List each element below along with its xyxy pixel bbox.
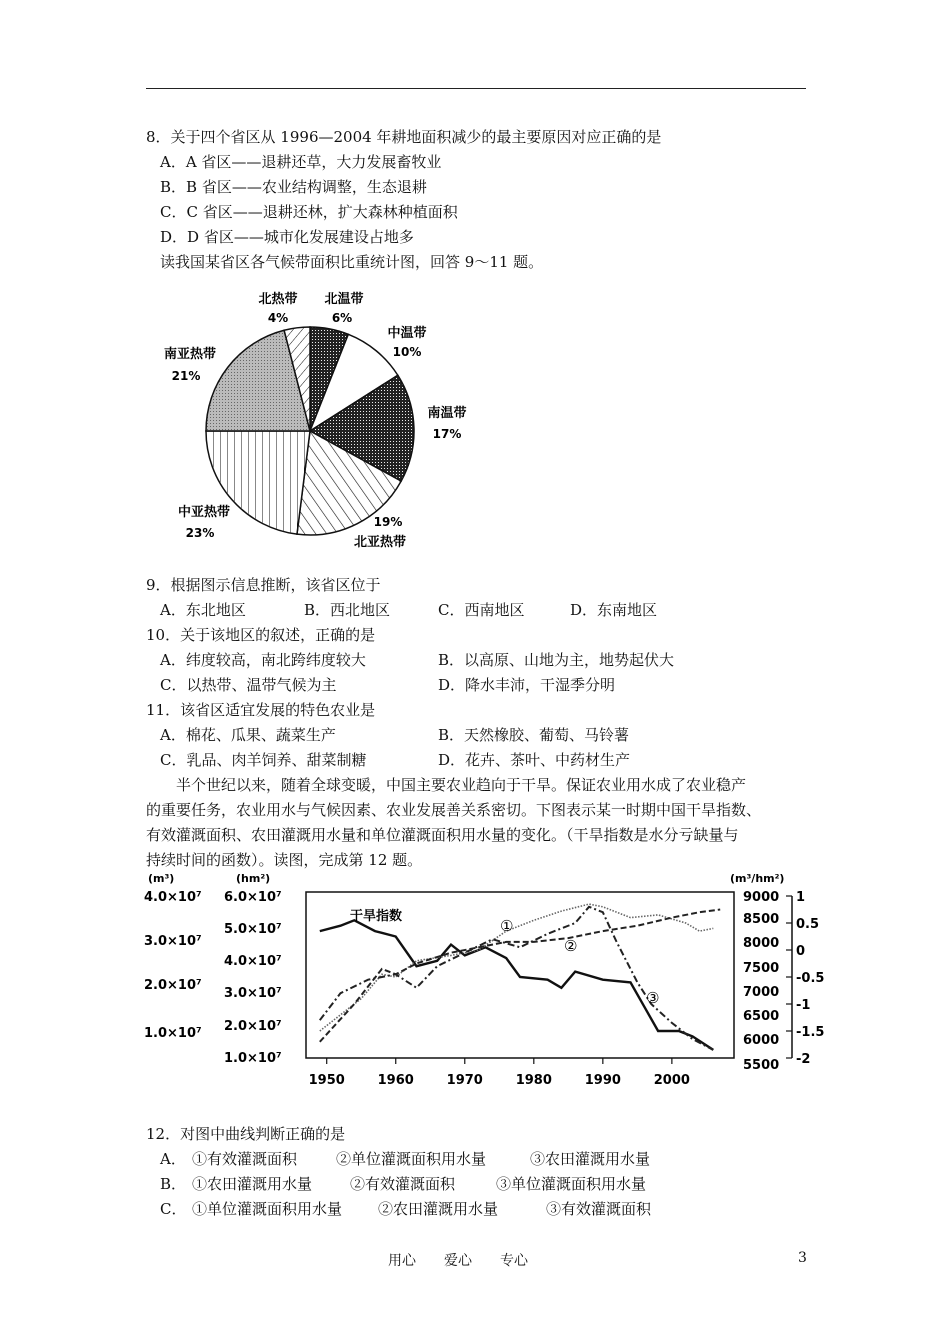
tick-right1-7: 5500	[743, 1058, 780, 1073]
q9-option-b: B．西北地区	[304, 601, 391, 619]
q10-option-d: D．降水丰沛，干湿季分明	[438, 676, 616, 694]
pct-zhong-yaredai: 23%	[185, 526, 215, 540]
label-bei-yaredai: 北亚热带	[353, 535, 407, 550]
x-tick-label: 2000	[653, 1073, 690, 1088]
q9-option-d: D．东南地区	[570, 601, 658, 619]
annotation-2: ②	[564, 937, 578, 955]
pct-nan-yaredai: 21%	[171, 369, 201, 383]
tick-left2-2: 4.0×10⁷	[224, 954, 282, 969]
drought-irrigation-line-chart	[140, 870, 830, 1095]
q8-option-a: A．A 省区——退耕还草，大力发展畜牧业	[160, 153, 442, 171]
q12-option-a-letter: A．	[160, 1150, 186, 1168]
q8-option-b: B．B 省区——农业结构调整，生态退耕	[160, 178, 427, 196]
tick-right1-0: 9000	[743, 890, 780, 905]
q11-option-a: A．棉花、瓜果、蔬菜生产	[160, 726, 336, 744]
q12-option-c-letter: C．	[160, 1200, 187, 1218]
tick-left1-0: 4.0×10⁷	[144, 890, 202, 905]
q10-option-c: C．以热带、温带气候为主	[160, 676, 337, 694]
q9-option-c: C．西南地区	[438, 601, 525, 619]
tick-right1-4: 7000	[743, 985, 780, 1000]
right2-tick-label: -0.5	[796, 971, 825, 986]
unit-right1: (m³/hm²)	[730, 872, 785, 885]
unit-left1: (m³)	[148, 872, 175, 885]
tick-left2-1: 5.0×10⁷	[224, 922, 282, 937]
q12-option-c-1: ①单位灌溉面积用水量	[192, 1200, 343, 1218]
tick-left2-4: 2.0×10⁷	[224, 1019, 282, 1034]
tick-right1-5: 6500	[743, 1009, 780, 1024]
page-number: 3	[798, 1250, 807, 1266]
q8-option-d: D．D 省区——城市化发展建设占地多	[160, 228, 414, 246]
pct-zhong-wendai: 10%	[392, 345, 422, 359]
line-intro-1: 半个世纪以来，随着全球变暖，中国主要农业趋向于干旱。保证农业用水成了农业稳产	[176, 776, 747, 794]
tick-left2-5: 1.0×10⁷	[224, 1051, 282, 1066]
q11-option-d: D．花卉、茶叶、中药材生产	[438, 751, 631, 769]
right2-tick-label: -2	[796, 1052, 811, 1067]
right2-tick-label: 1	[796, 890, 806, 905]
series-line-curve-3	[320, 907, 714, 1050]
tick-right1-1: 8500	[743, 912, 780, 927]
q8-option-c: C．C 省区——退耕还林，扩大森林种植面积	[160, 203, 458, 221]
annotation-3: ③	[646, 989, 660, 1007]
footer-motto: 用心 爱心 专心	[388, 1253, 528, 1269]
line-intro-3: 有效灌溉面积、农田灌溉用水量和单位灌溉面积用水量的变化。（干旱指数是水分亏缺量与	[146, 826, 739, 844]
q12-option-b-1: ①农田灌溉用水量	[192, 1175, 313, 1193]
climate-zone-pie-chart	[150, 282, 490, 557]
q11-option-b: B．天然橡胶、葡萄、马铃薯	[438, 726, 630, 744]
q12-option-b-letter: B．	[160, 1175, 187, 1193]
label-bei-wendai: 北温带	[324, 292, 364, 307]
tick-left2-3: 3.0×10⁷	[224, 986, 282, 1001]
x-tick-label: 1970	[446, 1073, 483, 1088]
right2-tick-label: 0.5	[796, 917, 820, 932]
label-nan-yaredai: 南亚热带	[163, 347, 217, 362]
q10-stem: 10．关于该地区的叙述，正确的是	[146, 626, 376, 644]
annotation-drought-index: 干旱指数	[350, 909, 403, 924]
x-tick-label: 1960	[377, 1073, 414, 1088]
label-nan-wendai: 南温带	[427, 406, 467, 421]
right2-tick-label: 0	[796, 944, 806, 959]
pie-intro: 读我国某省区各气候带面积比重统计图，回答 9～11 题。	[160, 253, 544, 271]
pct-bei-yaredai: 19%	[373, 515, 403, 529]
q12-option-a-3: ③农田灌溉用水量	[530, 1150, 651, 1168]
q10-option-b: B．以高原、山地为主，地势起伏大	[438, 651, 675, 669]
tick-right1-6: 6000	[743, 1033, 780, 1048]
pct-bei-redai: 4%	[267, 311, 289, 325]
header-rule	[146, 88, 806, 89]
annotation-1: ①	[500, 917, 514, 935]
q8-stem: 8．关于四个省区从 1996—2004 年耕地面积减少的最主要原因对应正确的是	[146, 128, 662, 146]
q9-stem: 9．根据图示信息推断，该省区位于	[146, 576, 381, 594]
x-tick-label: 1950	[308, 1073, 345, 1088]
line-intro-2: 的重要任务，农业用水与气候因素、农业发展善关系密切。下图表示某一时期中国干旱指数、	[146, 801, 762, 819]
q12-stem: 12．对图中曲线判断正确的是	[146, 1125, 346, 1143]
label-zhong-wendai: 中温带	[387, 326, 427, 341]
q12-option-c-3: ③有效灌溉面积	[546, 1200, 652, 1218]
label-bei-redai: 北热带	[258, 292, 298, 307]
q12-option-b-3: ③单位灌溉面积用水量	[496, 1175, 647, 1193]
q12-option-c-2: ②农田灌溉用水量	[378, 1200, 499, 1218]
series-line-drought-index	[320, 920, 714, 1050]
line-intro-4: 持续时间的函数）。读图，完成第 12 题。	[146, 851, 423, 869]
q11-option-c: C．乳品、肉羊饲养、甜菜制糖	[160, 751, 367, 769]
right2-tick-label: -1	[796, 998, 811, 1013]
q12-option-a-2: ②单位灌溉面积用水量	[336, 1150, 487, 1168]
tick-left1-3: 1.0×10⁷	[144, 1026, 202, 1041]
tick-right1-3: 7500	[743, 961, 780, 976]
tick-left1-1: 3.0×10⁷	[144, 934, 202, 949]
q9-option-a: A．东北地区	[160, 601, 246, 619]
q10-option-a: A．纬度较高，南北跨纬度较大	[160, 651, 366, 669]
tick-left2-0: 6.0×10⁷	[224, 890, 282, 905]
q11-stem: 11．该省区适宜发展的特色农业是	[146, 701, 376, 719]
unit-left2: (hm²)	[236, 872, 271, 885]
tick-left1-2: 2.0×10⁷	[144, 978, 202, 993]
q12-option-a-1: ①有效灌溉面积	[192, 1150, 298, 1168]
pct-nan-wendai: 17%	[432, 427, 462, 441]
pct-bei-wendai: 6%	[331, 311, 353, 325]
x-tick-label: 1980	[515, 1073, 552, 1088]
label-zhong-yaredai: 中亚热带	[177, 505, 231, 520]
tick-right1-2: 8000	[743, 936, 780, 951]
x-tick-label: 1990	[584, 1073, 621, 1088]
q12-option-b-2: ②有效灌溉面积	[350, 1175, 456, 1193]
right2-tick-label: -1.5	[796, 1025, 825, 1040]
